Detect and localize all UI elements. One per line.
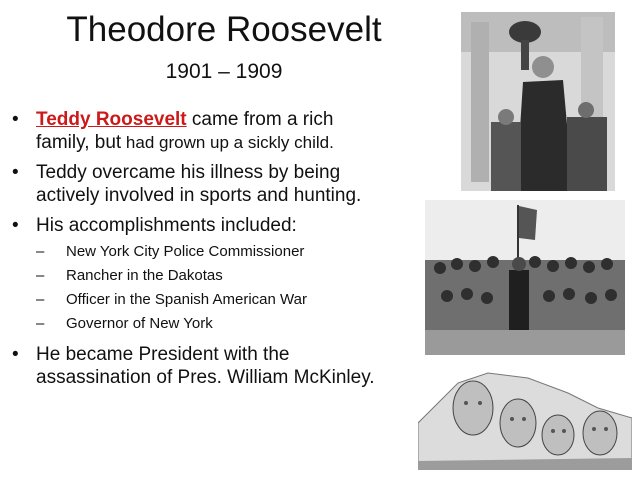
sub-bullet-item bbox=[10, 288, 420, 311]
bullet-list bbox=[10, 108, 420, 389]
bullet-line: Teddy overcame his illness by being bbox=[36, 162, 341, 183]
rough-riders-photo bbox=[425, 200, 625, 355]
bullet-text: came from a rich bbox=[186, 109, 334, 130]
bullet-text: family, but bbox=[36, 132, 122, 153]
bullet-item bbox=[10, 214, 420, 237]
bullet-item bbox=[10, 343, 420, 389]
bullet-line: actively involved in sports and hunting. bbox=[36, 185, 362, 206]
sub-bullet-text: Officer in the Spanish American War bbox=[66, 291, 307, 308]
sub-bullet-marker: – bbox=[36, 315, 45, 332]
roosevelt-waving-photo bbox=[461, 12, 615, 191]
bullet-item bbox=[10, 161, 420, 207]
bullet-item bbox=[10, 108, 420, 154]
sub-bullet-text: New York City Police Commissioner bbox=[66, 243, 305, 260]
bullet-marker: • bbox=[12, 162, 19, 183]
bullet-text-small: had grown up a sickly child. bbox=[121, 133, 334, 152]
sub-bullet-item bbox=[10, 312, 420, 335]
mount-rushmore-image bbox=[418, 363, 632, 470]
sub-bullet-marker: – bbox=[36, 267, 45, 284]
sub-bullet-item bbox=[10, 240, 420, 263]
sub-bullet-marker: – bbox=[36, 243, 45, 260]
slide-title: Theodore Roosevelt bbox=[66, 10, 382, 49]
bullet-line: His accomplishments included: bbox=[36, 215, 297, 236]
bullet-line: assassination of Pres. William McKinley. bbox=[36, 367, 375, 388]
bullet-line: He became President with the bbox=[36, 344, 290, 365]
sub-bullet-marker: – bbox=[36, 291, 45, 308]
bullet-line bbox=[36, 108, 420, 131]
bullet-marker: • bbox=[12, 109, 19, 130]
sub-bullet-item bbox=[10, 264, 420, 287]
bullet-line bbox=[36, 131, 420, 154]
bullet-marker: • bbox=[12, 344, 19, 365]
slide-subtitle: 1901 – 1909 bbox=[165, 60, 283, 83]
sub-bullet-text: Governor of New York bbox=[66, 315, 213, 332]
sub-bullet-text: Rancher in the Dakotas bbox=[66, 267, 223, 284]
bullet-marker: • bbox=[12, 215, 19, 236]
highlighted-name: Teddy Roosevelt bbox=[36, 109, 187, 130]
